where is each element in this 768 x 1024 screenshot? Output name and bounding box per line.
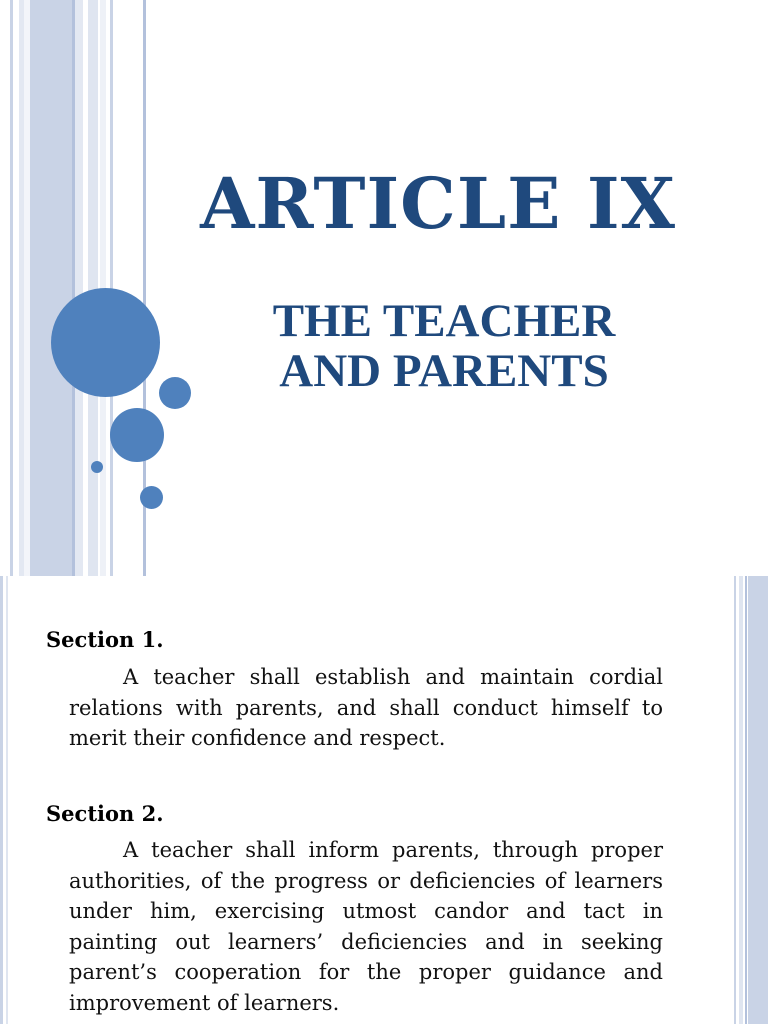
stripe bbox=[75, 0, 83, 576]
stripe bbox=[0, 576, 3, 1024]
slide-title: ARTICLE IX bbox=[200, 162, 676, 245]
subtitle-line-2: AND PARENTS bbox=[279, 345, 609, 397]
stripe bbox=[10, 0, 13, 576]
stripe bbox=[745, 576, 747, 1024]
slide-subtitle bbox=[150, 296, 738, 396]
decorative-circle-large bbox=[51, 288, 160, 397]
section-1-body: A teacher shall establish and maintain cordial relations with parents, and shall conduct himself to merit their confidence and respect. bbox=[69, 665, 663, 750]
decorative-circle-medium bbox=[110, 408, 164, 462]
stripe bbox=[734, 576, 736, 1024]
stripe bbox=[6, 576, 8, 1024]
subtitle-line-1: THE TEACHER bbox=[272, 295, 616, 347]
section-1-heading: Section 1. bbox=[46, 627, 164, 652]
section-2-body: A teacher shall inform parents, through proper authorities, of the progress or deficiencies of learners under him, exercising utmost candor and tact in painting out learners’ deficiencies and in seeking parent’s cooperation for the proper guidance and improvement of learners. bbox=[69, 838, 663, 1015]
stripe bbox=[748, 576, 768, 1024]
stripe bbox=[30, 0, 72, 576]
decorative-circle-small bbox=[140, 486, 163, 509]
section-2-heading: Section 2. bbox=[46, 801, 164, 826]
content-slide bbox=[0, 576, 768, 1024]
stripe bbox=[739, 576, 743, 1024]
decorative-circle-tiny bbox=[91, 461, 103, 473]
